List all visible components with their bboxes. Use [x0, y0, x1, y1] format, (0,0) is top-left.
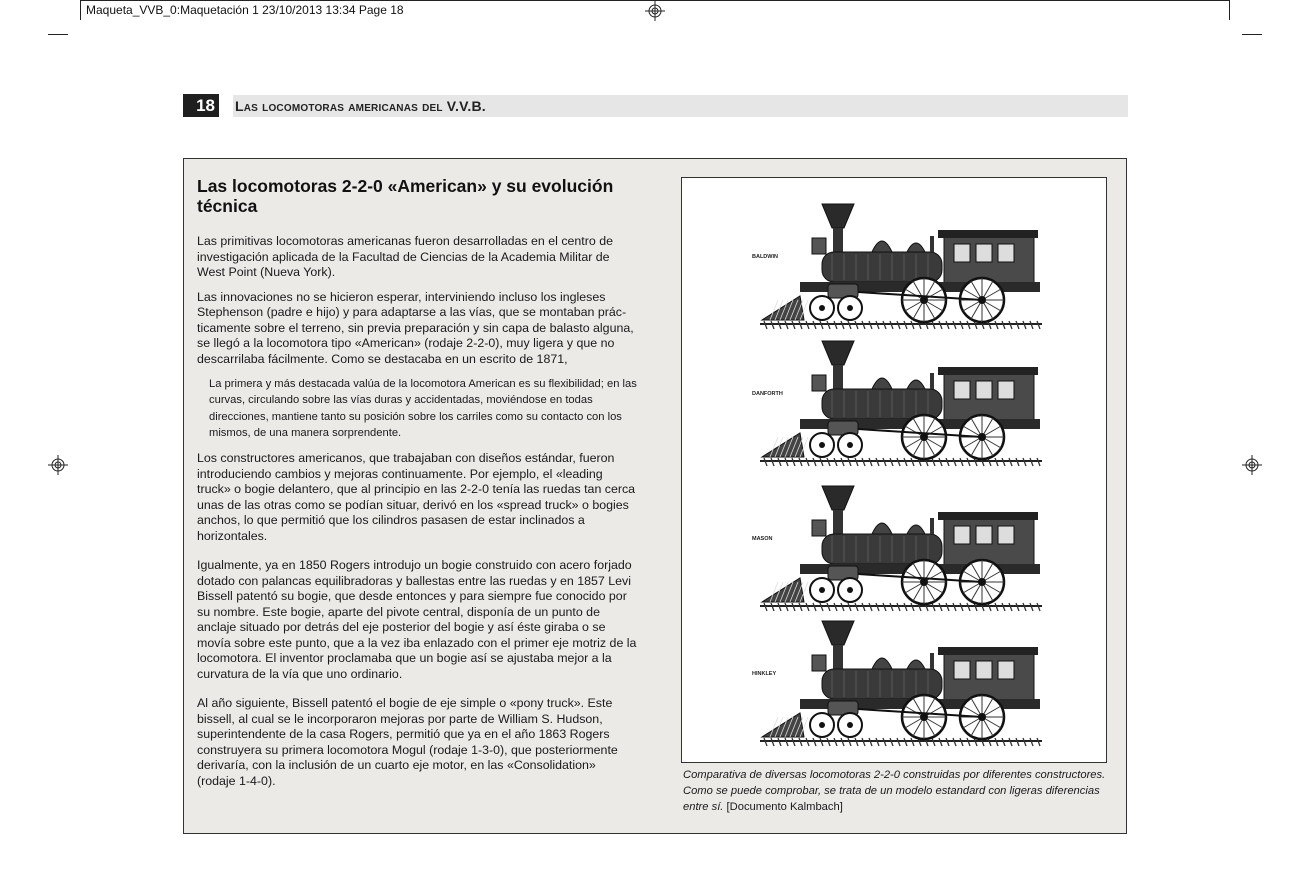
page-number: 18	[183, 94, 219, 117]
locomotive-label: MASON	[752, 536, 773, 542]
locomotive-drawing	[752, 341, 1042, 466]
article-title: Las locomotoras 2-2-0 «American» y su evolución técnica	[197, 176, 614, 216]
running-head	[233, 95, 1128, 117]
locomotive-drawing	[752, 486, 1042, 611]
printer-slug: Maqueta_VVB_0:Maquetación 1 23/10/2013 13:34 Page 18	[86, 3, 404, 17]
block-quote: La primera y más destacada valúa de la locomotora American es su flexibilidad; en las curvas, circulando sobre las vías duras y accidentadas, moviéndose en todas direcciones, mantiene tanto su posición sobre los carriles como su contacto con los mismos, de una manera sorprendente.	[209, 378, 637, 439]
article-column	[197, 176, 637, 798]
crop-mark	[1242, 34, 1262, 35]
crop-mark	[80, 0, 81, 20]
locomotive-label: BALDWIN	[752, 254, 778, 260]
paragraph: Las innovaciones no se hicieron esperar, interviniendo incluso los ingleses Stephenson (padre e hijo) y para adaptarse a las vías, que se montaban prácticamente sobre el terreno, sin previa preparación y sin capa de balasto alguna, se llegó a la locomotora tipo «American» (rodaje 2-2-0), muy ligera y que no descarrilaba fácilmente. Como se destacaba en un escrito de 1871,	[197, 289, 634, 366]
figure-caption	[683, 768, 1109, 815]
locomotive-figure	[681, 177, 1107, 763]
paragraph: Al año siguiente, Bissell patentó el bogie de eje simple o «pony truck». Este bissell, al cual se le incorporaron mejoras por parte de William S. Hudson, superintendente de la casa Rogers, permitió que ya en el año 1863 Rogers construyera su primera locomotora Mogul (rodaje 1-3-0), que posteriormente derivaría, con la inclusión de un cuarto eje motor, en las «Consolidation» (rodaje 1-4-0).	[197, 696, 618, 788]
locomotive-illustrations	[682, 178, 1106, 762]
locomotive-label: DANFORTH	[752, 391, 783, 397]
caption-text: Comparativa de diversas locomotoras 2-2-0 construidas por diferentes constructores. Como se puede comprobar, se trata de un modelo estandard con ligeras diferencias entre sí.	[683, 769, 1106, 813]
paragraph: Las primitivas locomotoras americanas fueron desarrolladas en el centro de investigación aplicada de la Facultad de Ciencias de la Academia Militar de West Point (Nueva York).	[197, 234, 613, 279]
paragraph: Igualmente, ya en 1850 Rogers introdujo un bogie construido con acero forjado dotado con palancas equilibradoras y ballestas entre las ruedas y en 1857 Levi Bissell patentó su bogie, que desde entonces y para siempre fue conocido por su nombre. Este bogie, aparte del pivote central, disponía de un punto de anclaje situado por detrás del eje posterior del bogie y así éste giraba o se movía sobre este punto, que a la vez iba enlazado con el primer eje motriz de la locomotora. El inventor proclamaba que un bogie así se ajustaba mejor a la curvatura de la vía que uno ordinario.	[197, 558, 637, 681]
crop-mark	[48, 34, 68, 35]
caption-credit: [Documento Kalmbach]	[726, 800, 843, 813]
locomotive-drawing	[752, 621, 1042, 746]
locomotive-drawing	[752, 204, 1042, 329]
registration-mark-icon	[48, 455, 68, 475]
locomotive-label: HINKLEY	[752, 671, 777, 677]
registration-mark-icon	[1242, 455, 1262, 475]
paragraph: Los constructores americanos, que trabajaban con diseños estándar, fueron introduciendo cambios y mejoras continuamente. Por ejemplo, el «leading truck» o bogie delantero, que al principio en las 2-2-0 tenía las ruedas tan cerca unas de las otras como se podían situar, derivó en los «spread truck» o bogies anchos, lo que permitió que los cilindros pasasen de estar inclinados a horizontales.	[197, 451, 636, 543]
crop-mark	[1229, 0, 1230, 20]
running-head-text: Las locomotoras americanas del V.V.B.	[235, 98, 486, 114]
registration-mark-icon	[645, 1, 665, 21]
